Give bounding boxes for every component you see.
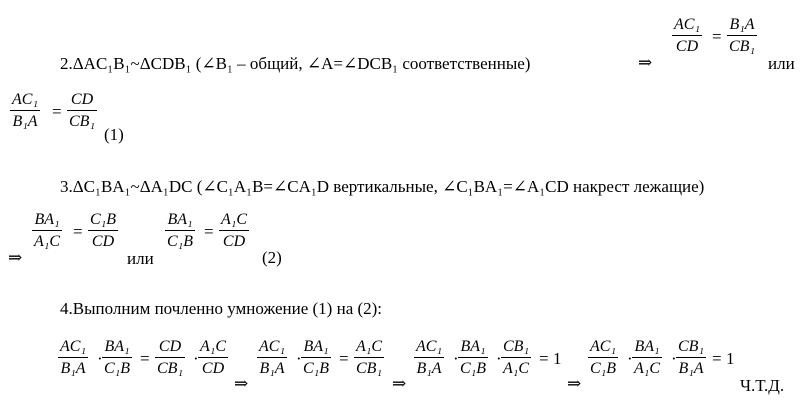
denominator: CD — [675, 38, 699, 55]
implies-arrow: ⇒ — [567, 374, 582, 393]
denominator: C₁B — [167, 233, 194, 250]
denominator: CB₁ — [69, 113, 96, 130]
numerator: AC₁ — [672, 17, 702, 36]
numerator: BA₁ — [301, 339, 331, 358]
denominator: A₁C — [503, 360, 530, 377]
denominator: B₁A — [678, 360, 704, 377]
multiplication-dot: · — [296, 349, 302, 368]
step2-text: 2.ΔAC₁B₁~ΔCDB₁ (∠B₁ – общий, ∠A=∠DCB₁ соответственные) — [60, 54, 531, 73]
numerator: AC₁ — [10, 92, 40, 111]
numerator: CD — [155, 339, 185, 358]
fraction — [301, 339, 331, 377]
fraction — [354, 339, 384, 377]
equals-sign: = — [73, 222, 83, 241]
step3-text: 3.ΔC₁BA₁~ΔA₁DC (∠C₁A₁B=∠CA₁D вертикальные, ∠C₁BA₁=∠A₁CD накрест лежащие) — [60, 177, 705, 196]
numerator: BA₁ — [165, 212, 195, 231]
denominator: CD — [91, 233, 115, 250]
equals-sign: = — [339, 349, 349, 368]
numerator: AC₁ — [257, 339, 287, 358]
numerator: A₁C — [219, 212, 249, 231]
or-word: или — [127, 249, 154, 268]
denominator: C₁B — [303, 360, 330, 377]
denominator: CD — [222, 233, 246, 250]
denominator: CB₁ — [729, 38, 756, 55]
denominator: A₁C — [634, 360, 661, 377]
implies-arrow: ⇒ — [638, 53, 653, 72]
fraction — [588, 339, 618, 377]
numerator: AC₁ — [58, 339, 88, 358]
fraction — [32, 212, 62, 250]
step4-text: 4.Выполним почленно умножение (1) на (2): — [60, 299, 383, 318]
numerator: BA₁ — [102, 339, 132, 358]
denominator: CD — [201, 360, 225, 377]
denominator: C₁B — [590, 360, 617, 377]
equation-number: (1) — [104, 125, 124, 144]
multiplication-dot: · — [193, 349, 199, 368]
fraction — [257, 339, 287, 377]
equals-sign: = — [140, 349, 150, 368]
equals-sign: = — [712, 349, 722, 368]
multiplication-dot: · — [671, 349, 677, 368]
equals-sign: = — [204, 222, 214, 241]
fraction — [165, 212, 195, 250]
implies-arrow: ⇒ — [392, 374, 407, 393]
fraction — [676, 339, 706, 377]
result-one: 1 — [553, 349, 562, 368]
denominator: B₁A — [12, 113, 38, 130]
denominator: CB₁ — [157, 360, 184, 377]
qed-mark: Ч.Т.Д. — [740, 376, 785, 395]
fraction — [88, 212, 118, 250]
numerator: AC₁ — [588, 339, 618, 358]
fraction — [632, 339, 662, 377]
fraction — [67, 92, 97, 130]
numerator: CD — [67, 92, 97, 111]
numerator: C₁B — [88, 212, 118, 231]
multiplication-dot: · — [97, 349, 103, 368]
implies-arrow: ⇒ — [8, 248, 23, 267]
numerator: AC₁ — [414, 339, 444, 358]
fraction — [458, 339, 488, 377]
denominator: CB₁ — [356, 360, 383, 377]
denominator: C₁B — [104, 360, 131, 377]
numerator: CB₁ — [501, 339, 531, 358]
denominator: C₁B — [460, 360, 487, 377]
numerator: A₁C — [354, 339, 384, 358]
equals-sign: = — [712, 27, 722, 46]
equation-number: (2) — [262, 248, 282, 267]
numerator: B₁A — [727, 17, 757, 36]
equals-sign: = — [52, 102, 62, 121]
fraction — [672, 17, 702, 55]
multiplication-dot: · — [627, 349, 633, 368]
multiplication-dot: · — [496, 349, 502, 368]
denominator: B₁A — [60, 360, 86, 377]
implies-arrow: ⇒ — [234, 374, 249, 393]
numerator: BA₁ — [632, 339, 662, 358]
fraction — [155, 339, 185, 377]
multiplication-dot: · — [453, 349, 459, 368]
numerator: BA₁ — [458, 339, 488, 358]
denominator: A₁C — [34, 233, 61, 250]
fraction — [10, 92, 40, 130]
numerator: BA₁ — [32, 212, 62, 231]
or-word: или — [768, 54, 795, 73]
fraction — [198, 339, 228, 377]
numerator: CB₁ — [676, 339, 706, 358]
result-one: 1 — [726, 349, 735, 368]
fraction — [219, 212, 249, 250]
denominator: B₁A — [416, 360, 442, 377]
numerator: A₁C — [198, 339, 228, 358]
denominator: B₁A — [259, 360, 285, 377]
fraction — [102, 339, 132, 377]
fraction — [727, 17, 757, 55]
fraction — [414, 339, 444, 377]
fraction — [58, 339, 88, 377]
fraction — [501, 339, 531, 377]
equals-sign: = — [539, 349, 549, 368]
